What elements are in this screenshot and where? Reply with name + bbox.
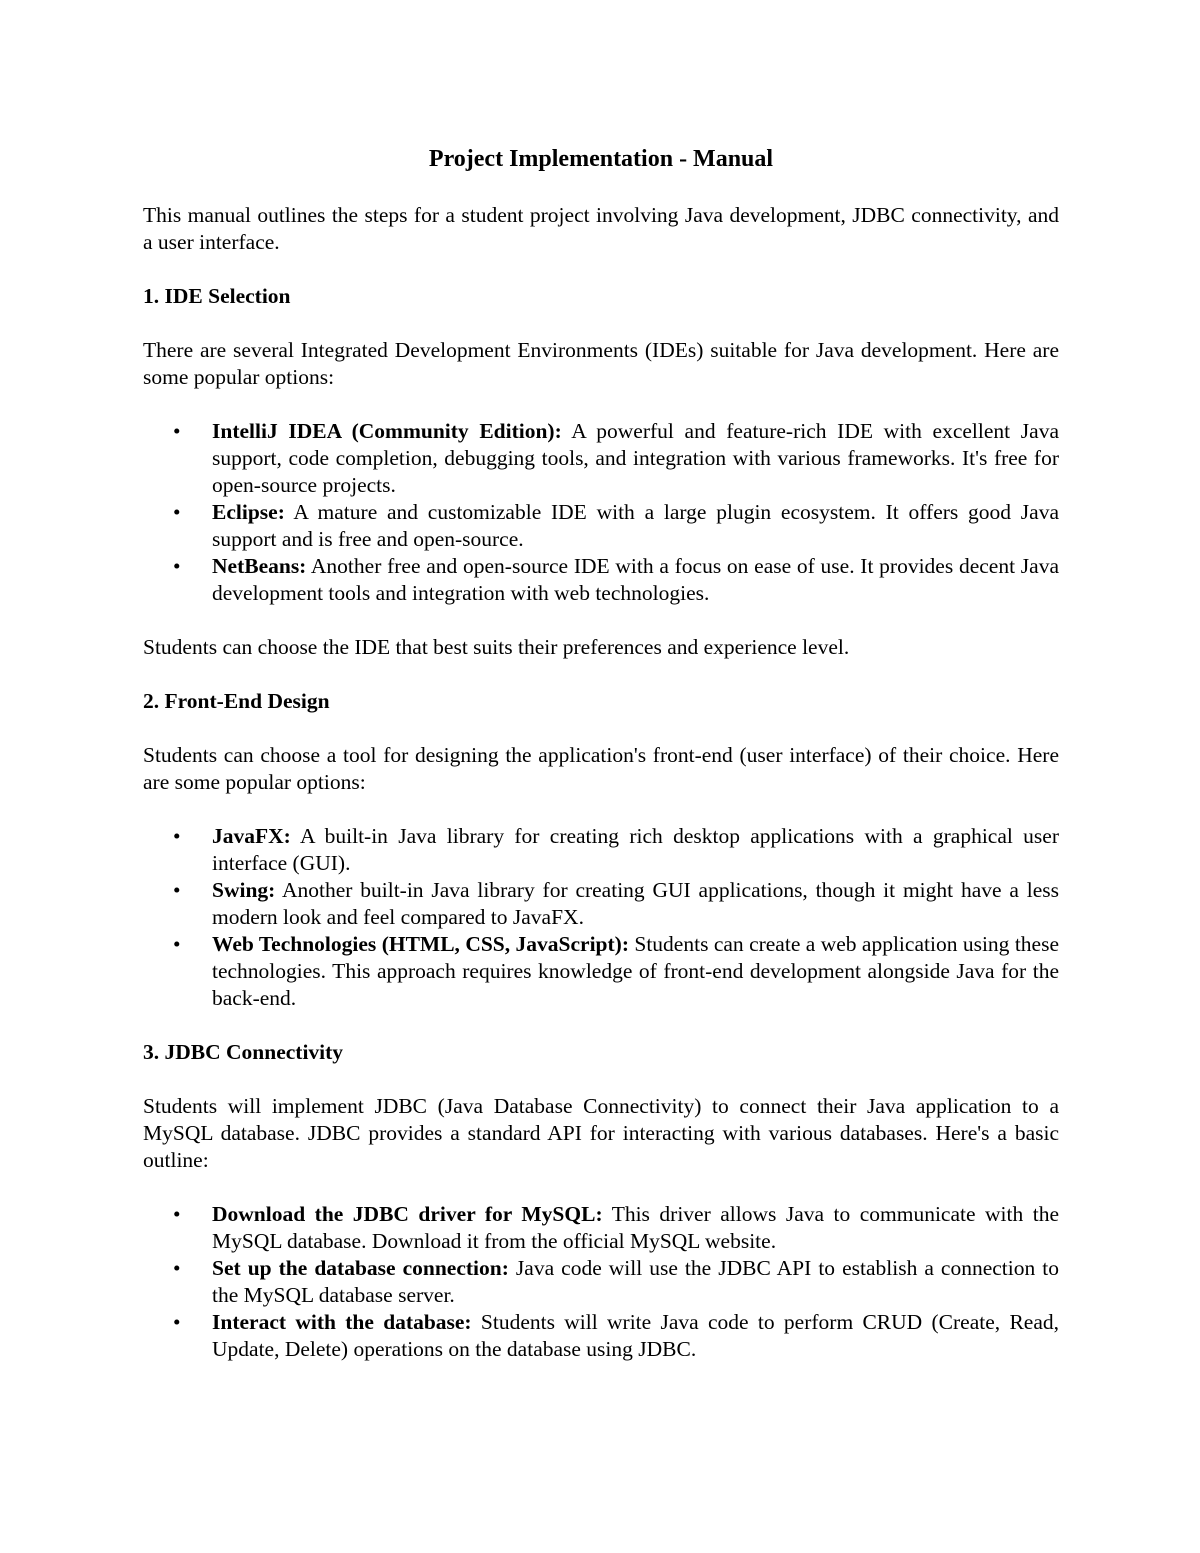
section-heading: 1. IDE Selection: [143, 284, 291, 308]
bullet-list: [143, 823, 1059, 1012]
list-item-text: Students will write Java code to perform CRUD (Create, Read, Update, Delete) operations on the database using JDBC.: [212, 1310, 1059, 1361]
section-heading: 2. Front-End Design: [143, 689, 330, 713]
section-front-end-design: [143, 688, 1059, 1012]
page-title: Project Implementation - Manual: [428, 146, 774, 172]
bullet-list: [143, 1201, 1059, 1363]
list-item-text: Another free and open-source IDE with a focus on ease of use. It provides decent Java development tools and integration with web technologies.: [212, 554, 1059, 605]
section-heading: 3. JDBC Connectivity: [143, 1040, 344, 1064]
list-item-term: Web Technologies (HTML, CSS, JavaScript):: [212, 932, 629, 956]
list-item: [143, 1201, 1059, 1255]
list-item-text: A powerful and feature-rich IDE with excellent Java support, code completion, debugging tools, and integration with various frameworks. It's free for open-source projects.: [212, 419, 1059, 497]
list-item: [143, 931, 1059, 1012]
bullet-icon: •: [173, 1310, 181, 1334]
document-content: [143, 142, 1059, 1363]
section-lead: There are several Integrated Development Environments (IDEs) suitable for Java development. Here are some popular options:: [143, 338, 1059, 389]
bullet-icon: •: [173, 824, 181, 848]
section-jdbc-connectivity: [143, 1039, 1059, 1363]
bullet-icon: •: [173, 932, 181, 956]
bullet-list: [143, 418, 1059, 607]
list-item-term: Eclipse:: [212, 500, 285, 524]
list-item-term: Set up the database connection:: [212, 1256, 509, 1280]
list-item-text: Java code will use the JDBC API to establish a connection to the MySQL database server.: [212, 1256, 1059, 1307]
list-item: [143, 1255, 1059, 1309]
list-item: [143, 823, 1059, 877]
list-item: [143, 1309, 1059, 1363]
list-item-term: Interact with the database:: [212, 1310, 472, 1334]
section-lead: Students can choose a tool for designing the application's front-end (user interface) of their choice. Here are some popular options:: [143, 743, 1059, 794]
list-item-term: IntelliJ IDEA (Community Edition):: [212, 419, 562, 443]
list-item-text: This driver allows Java to communicate with the MySQL database. Download it from the official MySQL website.: [212, 1202, 1059, 1253]
list-item-term: JavaFX:: [212, 824, 291, 848]
intro-paragraph: This manual outlines the steps for a student project involving Java development, JDBC connectivity, and a user interface.: [143, 203, 1059, 254]
section-ide-selection: [143, 283, 1059, 661]
list-item-term: Swing:: [212, 878, 276, 902]
list-item-text: A mature and customizable IDE with a large plugin ecosystem. It offers good Java support and is free and open-source.: [212, 500, 1059, 551]
list-item: [143, 553, 1059, 607]
section-closing: Students can choose the IDE that best suits their preferences and experience level.: [143, 635, 850, 659]
list-item: [143, 499, 1059, 553]
bullet-icon: •: [173, 554, 181, 578]
list-item-text: A built-in Java library for creating rich desktop applications with a graphical user interface (GUI).: [212, 824, 1059, 875]
list-item-text: Another built-in Java library for creating GUI applications, though it might have a less modern look and feel compared to JavaFX.: [212, 878, 1059, 929]
bullet-icon: •: [173, 878, 181, 902]
section-lead: Students will implement JDBC (Java Database Connectivity) to connect their Java application to a MySQL database. JDBC provides a standard API for interacting with various databases. Here's a basic outline:: [143, 1094, 1059, 1172]
list-item-term: Download the JDBC driver for MySQL:: [212, 1202, 603, 1226]
bullet-icon: •: [173, 500, 181, 524]
list-item-term: NetBeans:: [212, 554, 307, 578]
list-item-text: Students can create a web application using these technologies. This approach requires knowledge of front-end development alongside Java for the back-end.: [212, 932, 1059, 1010]
bullet-icon: •: [173, 1202, 181, 1226]
bullet-icon: •: [173, 1256, 181, 1280]
list-item: [143, 418, 1059, 499]
bullet-icon: •: [173, 419, 181, 443]
list-item: [143, 877, 1059, 931]
